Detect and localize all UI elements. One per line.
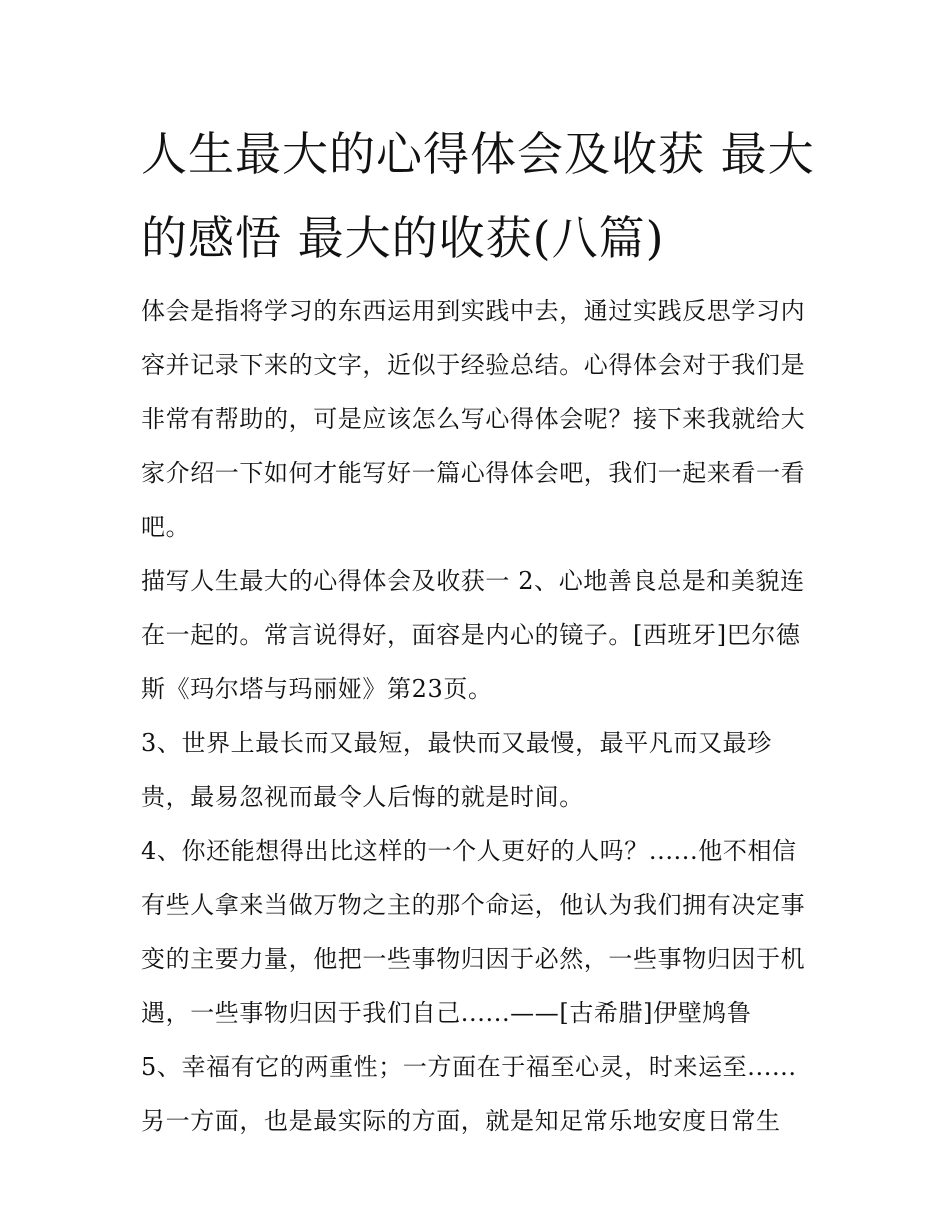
paragraph-item-5: 5、幸福有它的两重性；一方面在于福至心灵，时来运至......另一方面，也是最实际的方面，就是知足常乐地安度日常生 xyxy=(141,1053,797,1135)
paragraph-item-4: 4、你还能想得出比这样的一个人更好的人吗？......他不相信有些人拿来当做万物之主的那个命运，他认为我们拥有决定事变的主要力量，他把一些事物归因于必然，一些事物归因于机遇，一些事物归因于我们自己......——[古希腊]伊壁鸠鲁 xyxy=(141,837,806,1027)
document-title: 人生最大的心得体会及收获 最大的感悟 最大的收获(八篇) xyxy=(141,127,815,265)
document-page xyxy=(141,112,816,1148)
paragraph-item-2: 描写人生最大的心得体会及收获一 2、心地善良总是和美貌连在一起的。常言说得好，面容是内心的镜子。[西班牙]巴尔德斯《玛尔塔与玛丽娅》第23页。 xyxy=(141,567,805,703)
paragraph-item-3: 3、世界上最长而又最短，最快而又最慢，最平凡而又最珍贵，最易忽视而最令人后悔的就是时间。 xyxy=(141,729,772,811)
paragraph-intro: 体会是指将学习的东西运用到实践中去，通过实践反思学习内容并记录下来的文字，近似于经验总结。心得体会对于我们是非常有帮助的，可是应该怎么写心得体会呢？接下来我就给大家介绍一下如何才能写好一篇心得体会吧，我们一起来看一看吧。 xyxy=(141,297,806,541)
document-body xyxy=(141,284,816,1148)
